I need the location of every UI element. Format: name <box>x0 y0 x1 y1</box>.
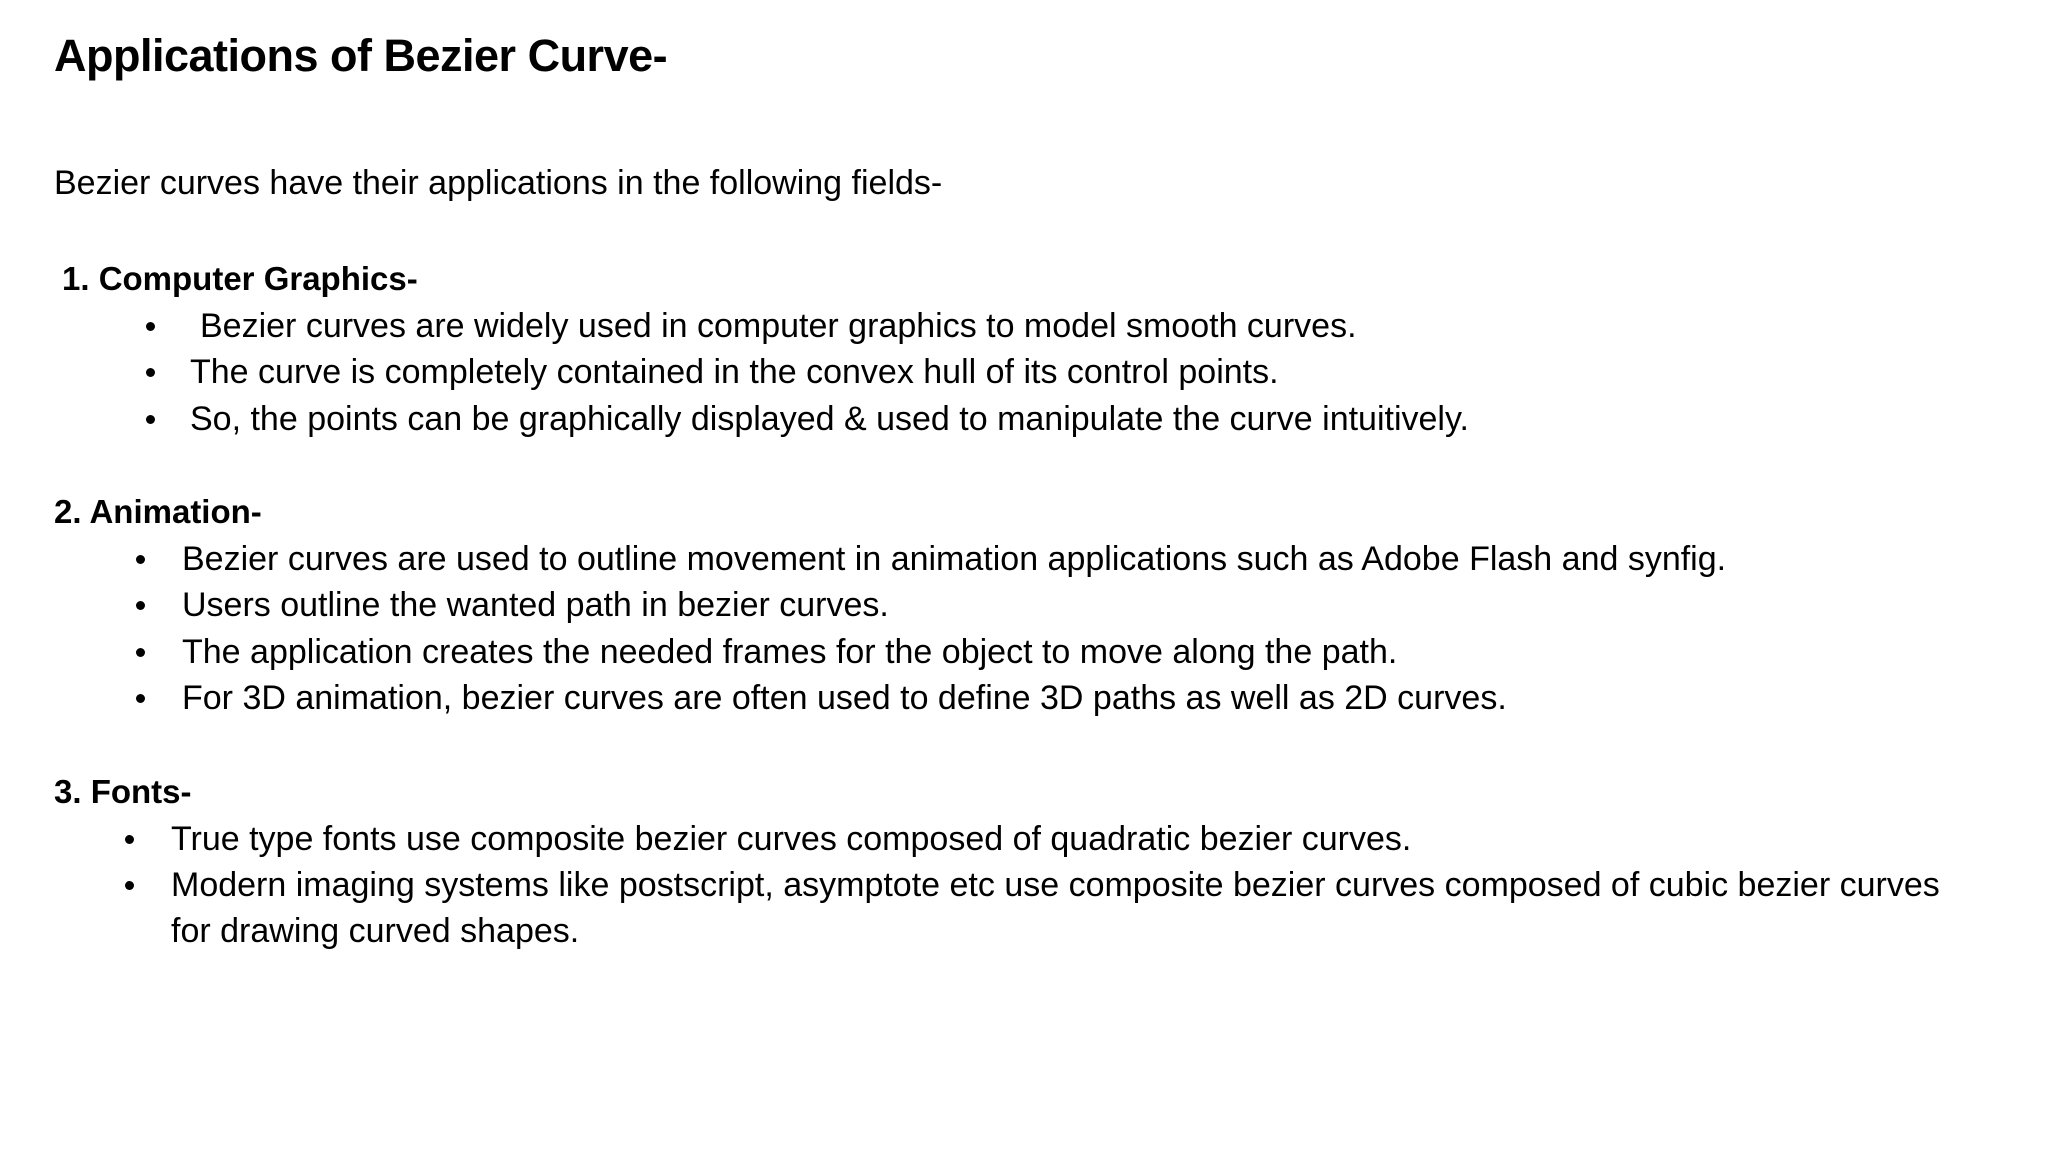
intro-text: Bezier curves have their applications in the following fields- <box>54 164 943 202</box>
bullet-icon <box>146 322 155 331</box>
bullet-icon <box>125 835 134 844</box>
bullet-icon <box>146 368 155 377</box>
list-item: Modern imaging systems like postscript, asymptote etc use composite bezier curves composed of cubic bezier curves for drawing curved shapes. <box>171 866 1940 950</box>
list-item: The application creates the needed frames for the object to move along the path. <box>182 633 1398 671</box>
bullet-icon <box>136 694 145 703</box>
bullet-icon <box>136 555 145 564</box>
list-item: So, the points can be graphically displayed & used to manipulate the curve intuitively. <box>190 400 1469 438</box>
bullet-icon <box>125 881 134 890</box>
list-item: Bezier curves are widely used in computer graphics to model smooth curves. <box>200 307 1357 345</box>
bullet-icon <box>136 601 145 610</box>
bullet-icon <box>136 648 145 657</box>
section-heading-animation: 2. Animation- <box>54 493 262 530</box>
list-item: For 3D animation, bezier curves are often used to define 3D paths as well as 2D curves. <box>182 679 1507 717</box>
list-item: True type fonts use composite bezier curves composed of quadratic bezier curves. <box>171 820 1412 858</box>
bullet-icon <box>146 415 155 424</box>
section-heading-fonts: 3. Fonts- <box>54 773 192 810</box>
list-item: Users outline the wanted path in bezier curves. <box>182 586 889 624</box>
list-item: Bezier curves are used to outline movement in animation applications such as Adobe Flash and synfig. <box>182 540 1727 578</box>
section-heading-computer-graphics: 1. Computer Graphics- <box>62 260 418 297</box>
list-item: The curve is completely contained in the convex hull of its control points. <box>190 353 1279 391</box>
slide-title: Applications of Bezier Curve- <box>54 30 668 81</box>
